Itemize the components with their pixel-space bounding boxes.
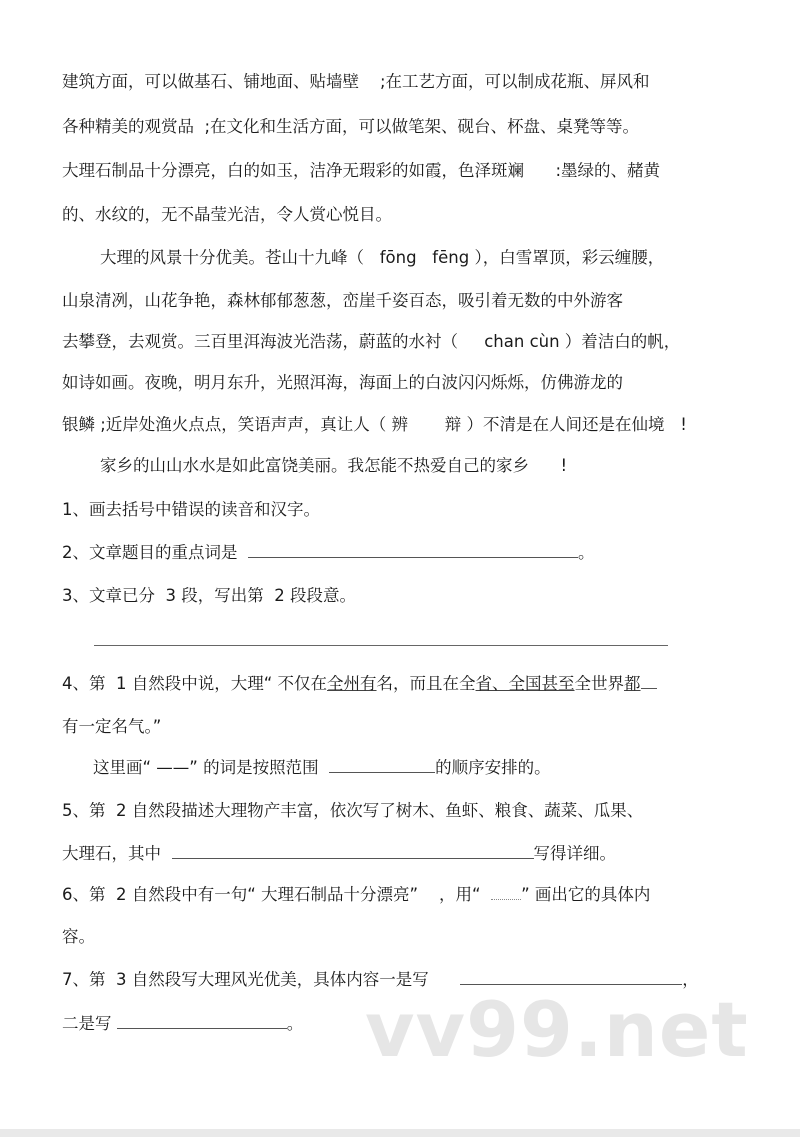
- text-line: 如诗如画。夜晚，明月东升，光照洱海，海面上的白波闪闪烁烁，仿佛游龙的: [62, 373, 623, 392]
- text-line: 建筑方面，可以做基石、铺地面、贴墙壁 ;在工艺方面，可以制成花瓶、屏风和: [62, 72, 650, 91]
- underlined-word: 全州有: [327, 674, 377, 693]
- text-line: 大理的风景十分优美。苍山十九峰（ fōng fēng ），白雪罩顶，彩云缠腰，: [100, 248, 665, 267]
- question-5-line2: [62, 843, 616, 865]
- wavy-line-sample: [491, 885, 521, 900]
- question-text: ，: [682, 970, 699, 989]
- page-bottom-edge: [0, 1129, 800, 1137]
- text-line: 的、水纹的，无不晶莹光洁，令人赏心悦目。: [62, 205, 392, 224]
- question-text: ” 画出它的具体内: [521, 885, 651, 904]
- question-6: [62, 884, 650, 906]
- answer-blank[interactable]: [117, 1014, 287, 1029]
- question-text: 这里画“ ——” 的词是按照范围: [93, 758, 330, 777]
- text-line: 大理石制品十分漂亮，白的如玉，洁净无瑕彩的如霞，色泽斑斓 :墨绿的、赭黄: [62, 161, 661, 180]
- question-4-sub: [93, 757, 551, 779]
- underlined-word: 省、全国甚至: [475, 674, 575, 693]
- question-text: 4、第 1 自然段中说，大理“ 不仅在: [62, 674, 328, 693]
- underlined-word: 都: [624, 674, 641, 693]
- text-line: 各种精美的观赏品 ;在文化和生活方面，可以做笔架、砚台、杯盘、桌凳等等。: [62, 117, 640, 136]
- question-text: 。: [578, 543, 595, 562]
- text-line: 家乡的山山水水是如此富饶美丽。我怎能不热爱自己的家乡 !: [100, 456, 568, 475]
- text-line: 山泉清冽，山花争艳，森林郁郁葱葱，峦崖千姿百态，吸引着无数的中外游客: [62, 291, 623, 310]
- question-3: 3、文章已分 3 段，写出第 2 段段意。: [62, 586, 356, 605]
- question-7-line2: [62, 1013, 303, 1035]
- question-text: 7、第 3 自然段写大理风光优美，具体内容一是写: [62, 970, 461, 989]
- question-text: 。: [286, 1014, 304, 1033]
- question-1: 1、画去括号中错误的读音和汉字。: [62, 500, 320, 519]
- text-line: 去攀登，去观赏。三百里洱海波光浩荡，蔚蓝的水衬（ chan cùn ）着洁白的帆，: [62, 332, 681, 351]
- underline-tail: [641, 674, 657, 689]
- answer-line[interactable]: [94, 645, 668, 646]
- question-text: 名，而且在全: [376, 674, 476, 693]
- question-5: 5、第 2 自然段描述大理物产丰富，依次写了树木、鱼虾、粮食、蔬菜、瓜果、: [62, 801, 644, 820]
- question-4: [62, 673, 657, 695]
- question-4-line2: 有一定名气。”: [62, 717, 162, 736]
- answer-blank[interactable]: [172, 844, 534, 859]
- answer-blank[interactable]: [248, 543, 578, 558]
- question-text: 2、文章题目的重点词是: [62, 543, 248, 562]
- question-6-line2: 容。: [62, 927, 95, 946]
- answer-blank[interactable]: [460, 970, 682, 985]
- answer-blank[interactable]: [329, 758, 435, 773]
- question-text: 6、第 2 自然段中有一句“ 大理石制品十分漂亮” ，用“: [62, 885, 492, 904]
- text-line: 银鳞 ;近岸处渔火点点，笑语声声，真让人（ 辨 辩 ）不清是在人间还是在仙境 !: [62, 415, 687, 434]
- watermark: vv99.net: [365, 985, 749, 1074]
- question-text: 二是写: [62, 1014, 117, 1033]
- question-text: 写得详细。: [533, 844, 616, 863]
- question-text: 大理石，其中: [62, 844, 172, 863]
- question-text: 全世界: [574, 674, 625, 693]
- question-2: [62, 542, 595, 564]
- question-text: 的顺序安排的。: [435, 758, 551, 777]
